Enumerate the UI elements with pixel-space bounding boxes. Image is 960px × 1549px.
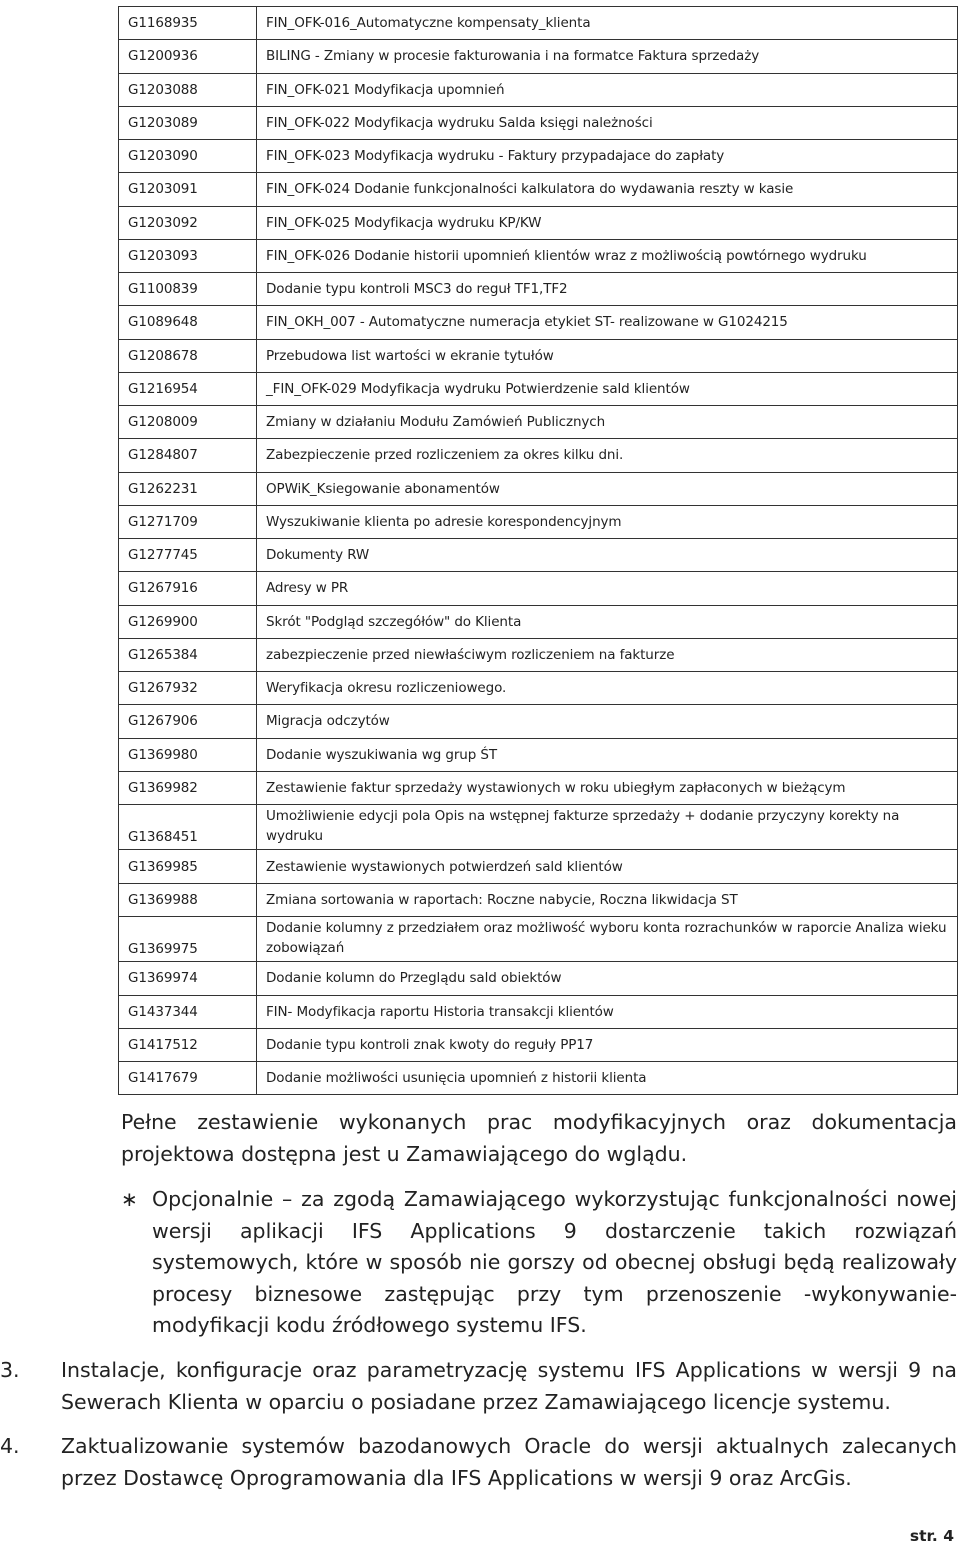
change-code-cell: G1216954: [119, 372, 257, 405]
table-row: [119, 306, 958, 339]
table-row: [119, 439, 958, 472]
table-row: [119, 962, 958, 995]
table-row: [119, 850, 958, 883]
change-description-cell: OPWiK_Ksiegowanie abonamentów: [257, 472, 958, 505]
change-code-cell: G1200936: [119, 40, 257, 73]
change-description-cell: Weryfikacja okresu rozliczeniowego.: [257, 672, 958, 705]
change-code-cell: G1203092: [119, 206, 257, 239]
table-row: [119, 505, 958, 538]
table-row: [119, 995, 958, 1028]
item-number: 3.: [0, 1358, 20, 1382]
change-description-cell: Dodanie możliwości usunięcia upomnień z historii klienta: [257, 1062, 958, 1095]
table-row: [119, 273, 958, 306]
change-description-cell: Dokumenty RW: [257, 539, 958, 572]
change-description-cell: zabezpieczenie przed niewłaściwym rozliczeniem na fakturze: [257, 638, 958, 671]
change-description-cell: Wyszukiwanie klienta po adresie korespondencyjnym: [257, 505, 958, 538]
change-description-cell: FIN_OKH_007 - Automatyczne numeracja etykiet ST- realizowane w G1024215: [257, 306, 958, 339]
table-row: [119, 173, 958, 206]
table-row: [119, 106, 958, 139]
change-description-cell: Dodanie wyszukiwania wg grup ŚT: [257, 738, 958, 771]
table-row: [119, 140, 958, 173]
change-description-cell: Zmiana sortowania w raportach: Roczne nabycie, Roczna likwidacja ST: [257, 883, 958, 916]
table-row: [119, 883, 958, 916]
change-description-cell: FIN_OFK-016_Automatyczne kompensaty_klienta: [257, 7, 958, 40]
table-row: [119, 472, 958, 505]
table-body: [119, 7, 958, 1095]
change-description-cell: Dodanie kolumn do Przeglądu sald obiektów: [257, 962, 958, 995]
change-description-cell: Zmiany w działaniu Modułu Zamówień Publicznych: [257, 406, 958, 439]
change-code-cell: G1369982: [119, 771, 257, 804]
change-description-cell: Zabezpieczenie przed rozliczeniem za okres kilku dni.: [257, 439, 958, 472]
change-description-cell: Adresy w PR: [257, 572, 958, 605]
change-code-cell: G1267916: [119, 572, 257, 605]
change-code-cell: G1284807: [119, 439, 257, 472]
change-code-cell: G1203091: [119, 173, 257, 206]
change-code-cell: G1369974: [119, 962, 257, 995]
change-description-cell: Przebudowa list wartości w ekranie tytułów: [257, 339, 958, 372]
change-description-cell: FIN_OFK-021 Modyfikacja upomnień: [257, 73, 958, 106]
change-code-cell: G1208678: [119, 339, 257, 372]
change-description-cell: Zestawienie wystawionych potwierdzeń sald klientów: [257, 850, 958, 883]
table-row: [119, 206, 958, 239]
table-row: [119, 539, 958, 572]
change-description-cell: Dodanie typu kontroli znak kwoty do reguły PP17: [257, 1028, 958, 1061]
change-code-cell: G1369980: [119, 738, 257, 771]
change-code-cell: G1203093: [119, 239, 257, 272]
change-code-cell: G1203088: [119, 73, 257, 106]
change-description-cell: Dodanie kolumny z przedziałem oraz możliwość wyboru konta rozrachunków w raporcie Analiza wieku zobowiązań: [257, 916, 958, 961]
change-code-cell: G1168935: [119, 7, 257, 40]
table-row: [119, 805, 958, 850]
change-description-cell: FIN_OFK-026 Dodanie historii upomnień klientów wraz z możliwością powtórnego wydruku: [257, 239, 958, 272]
table-row: [119, 7, 958, 40]
change-code-cell: G1437344: [119, 995, 257, 1028]
summary-paragraph: Pełne zestawienie wykonanych prac modyfikacyjnych oraz dokumentacja projektowa dostępna jest u Zamawiającego do wglądu.: [121, 1110, 957, 1166]
table-row: [119, 638, 958, 671]
change-description-cell: BILING - Zmiany w procesie fakturowania i na formatce Faktura sprzedaży: [257, 40, 958, 73]
change-description-cell: FIN- Modyfikacja raportu Historia transakcji klientów: [257, 995, 958, 1028]
change-description-cell: Dodanie typu kontroli MSC3 do reguł TF1,TF2: [257, 273, 958, 306]
change-code-cell: G1100839: [119, 273, 257, 306]
table-row: [119, 738, 958, 771]
change-code-cell: G1369975: [119, 916, 257, 961]
change-code-cell: G1417512: [119, 1028, 257, 1061]
table-row: [119, 916, 958, 961]
table-row: [119, 1028, 958, 1061]
change-description-cell: FIN_OFK-025 Modyfikacja wydruku KP/KW: [257, 206, 958, 239]
item-text: Zaktualizowanie systemów bazodanowych Oracle do wersji aktualnych zalecanych przez Dostawcę Oprogramowania dla IFS Applications w wersji 9 oraz ArcGis.: [61, 1434, 957, 1490]
table-row: [119, 605, 958, 638]
table-row: [119, 239, 958, 272]
change-code-cell: G1267906: [119, 705, 257, 738]
change-code-cell: G1267932: [119, 672, 257, 705]
table-row: [119, 771, 958, 804]
change-code-cell: G1208009: [119, 406, 257, 439]
table-row: [119, 672, 958, 705]
change-description-cell: Umożliwienie edycji pola Opis na wstępnej fakturze sprzedaży + dodanie przyczyny korekty na wydruku: [257, 805, 958, 850]
bullet-text: Opcjonalnie – za zgodą Zamawiającego wykorzystując funkcjonalności nowej wersji aplikacji IFS Applications 9 dostarczenie takich rozwiązań systemowych, które w sposób nie gorszy od obecnej obsługi będą realizowały procesy biznesowe zastępując przy tym przenoszenie -wykonywanie- modyfikacji kodu źródłowego systemu IFS.: [152, 1187, 957, 1337]
change-description-cell: _FIN_OFK-029 Modyfikacja wydruku Potwierdzenie sald klientów: [257, 372, 958, 405]
change-code-cell: G1203090: [119, 140, 257, 173]
change-code-cell: G1368451: [119, 805, 257, 850]
change-code-cell: G1262231: [119, 472, 257, 505]
change-code-cell: G1203089: [119, 106, 257, 139]
item-text: Instalacje, konfiguracje oraz parametryzację systemu IFS Applications w wersji 9 na Sewerach Klienta w oparciu o posiadane przez Zamawiającego licencje systemu.: [61, 1358, 957, 1414]
table-row: [119, 339, 958, 372]
change-code-cell: G1417679: [119, 1062, 257, 1095]
page-number: str. 4: [909, 1527, 954, 1545]
change-description-cell: FIN_OFK-024 Dodanie funkcjonalności kalkulatora do wydawania reszty w kasie: [257, 173, 958, 206]
change-code-cell: G1277745: [119, 539, 257, 572]
asterisk-bullet-icon: ∗: [121, 1187, 138, 1211]
table-row: [119, 73, 958, 106]
table-row: [119, 705, 958, 738]
table-row: [119, 572, 958, 605]
change-code-cell: G1369985: [119, 850, 257, 883]
change-description-cell: FIN_OFK-023 Modyfikacja wydruku - Faktury przypadajace do zapłaty: [257, 140, 958, 173]
table-row: [119, 40, 958, 73]
change-code-cell: G1369988: [119, 883, 257, 916]
change-description-cell: Zestawienie faktur sprzedaży wystawionych w roku ubiegłym zapłaconych w bieżącym: [257, 771, 958, 804]
change-description-cell: FIN_OFK-022 Modyfikacja wydruku Salda księgi należności: [257, 106, 958, 139]
change-description-cell: Skrót "Podgląd szczegółów" do Klienta: [257, 605, 958, 638]
table-row: [119, 406, 958, 439]
table-row: [119, 372, 958, 405]
modifications-table: [118, 6, 958, 1095]
change-code-cell: G1269900: [119, 605, 257, 638]
change-code-cell: G1089648: [119, 306, 257, 339]
item-number: 4.: [0, 1434, 20, 1458]
change-code-cell: G1271709: [119, 505, 257, 538]
table-row: [119, 1062, 958, 1095]
change-code-cell: G1265384: [119, 638, 257, 671]
change-description-cell: Migracja odczytów: [257, 705, 958, 738]
